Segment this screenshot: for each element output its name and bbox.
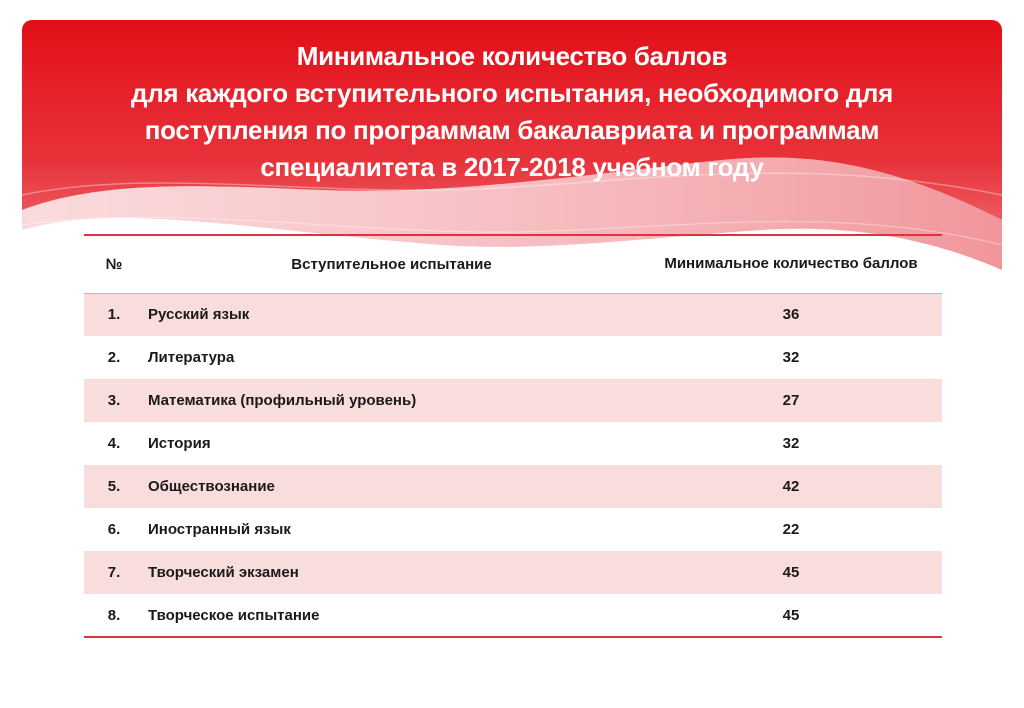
row-number: 2. <box>107 349 121 366</box>
row-exam-name: Русский язык <box>144 293 640 336</box>
title-line: Минимальное количество баллов <box>296 41 728 71</box>
table-row <box>84 551 942 594</box>
row-min-score: 32 <box>782 349 800 366</box>
scores-table <box>84 234 942 638</box>
row-number: 3. <box>84 379 144 422</box>
row-number: 5. <box>84 465 144 508</box>
row-min-score: 36 <box>640 293 942 336</box>
table-row <box>84 293 942 336</box>
table-row <box>84 594 942 637</box>
title-line: для каждого вступительного испытания, необходимого для <box>131 78 893 108</box>
row-number: 7. <box>84 551 144 594</box>
slide-title <box>22 38 1002 186</box>
row-exam-name: Творческий экзамен <box>144 551 640 594</box>
table-row <box>84 422 942 465</box>
row-min-score: 42 <box>640 465 942 508</box>
row-number: 1. <box>84 293 144 336</box>
row-min-score: 27 <box>640 379 942 422</box>
row-exam-name: Математика (профильный уровень) <box>144 379 640 422</box>
row-number: 6. <box>107 521 121 538</box>
table-row <box>84 379 942 422</box>
row-min-score: 45 <box>640 551 942 594</box>
row-number: 4. <box>107 435 121 452</box>
title-line: поступления по программам бакалавриата и программам <box>144 115 880 145</box>
table-row <box>84 508 942 551</box>
row-number: 8. <box>107 606 121 624</box>
table-row <box>84 336 942 379</box>
table-row <box>84 465 942 508</box>
row-min-score: 45 <box>782 606 800 624</box>
table-header-row <box>84 235 942 293</box>
row-min-score: 32 <box>782 435 800 452</box>
row-exam-name: История <box>148 435 211 452</box>
header-min-score: Минимальное количество баллов <box>664 255 918 273</box>
row-exam-name: Иностранный язык <box>148 521 291 538</box>
header-number: № <box>105 255 123 273</box>
row-exam-name: Литература <box>148 349 235 366</box>
row-exam-name: Творческое испытание <box>148 606 320 624</box>
slide <box>22 20 1002 708</box>
header-exam: Вступительное испытание <box>291 255 492 273</box>
title-line: специалитета в 2017-2018 учебном году <box>260 152 764 182</box>
row-exam-name: Обществознание <box>144 465 640 508</box>
row-min-score: 22 <box>782 521 800 538</box>
